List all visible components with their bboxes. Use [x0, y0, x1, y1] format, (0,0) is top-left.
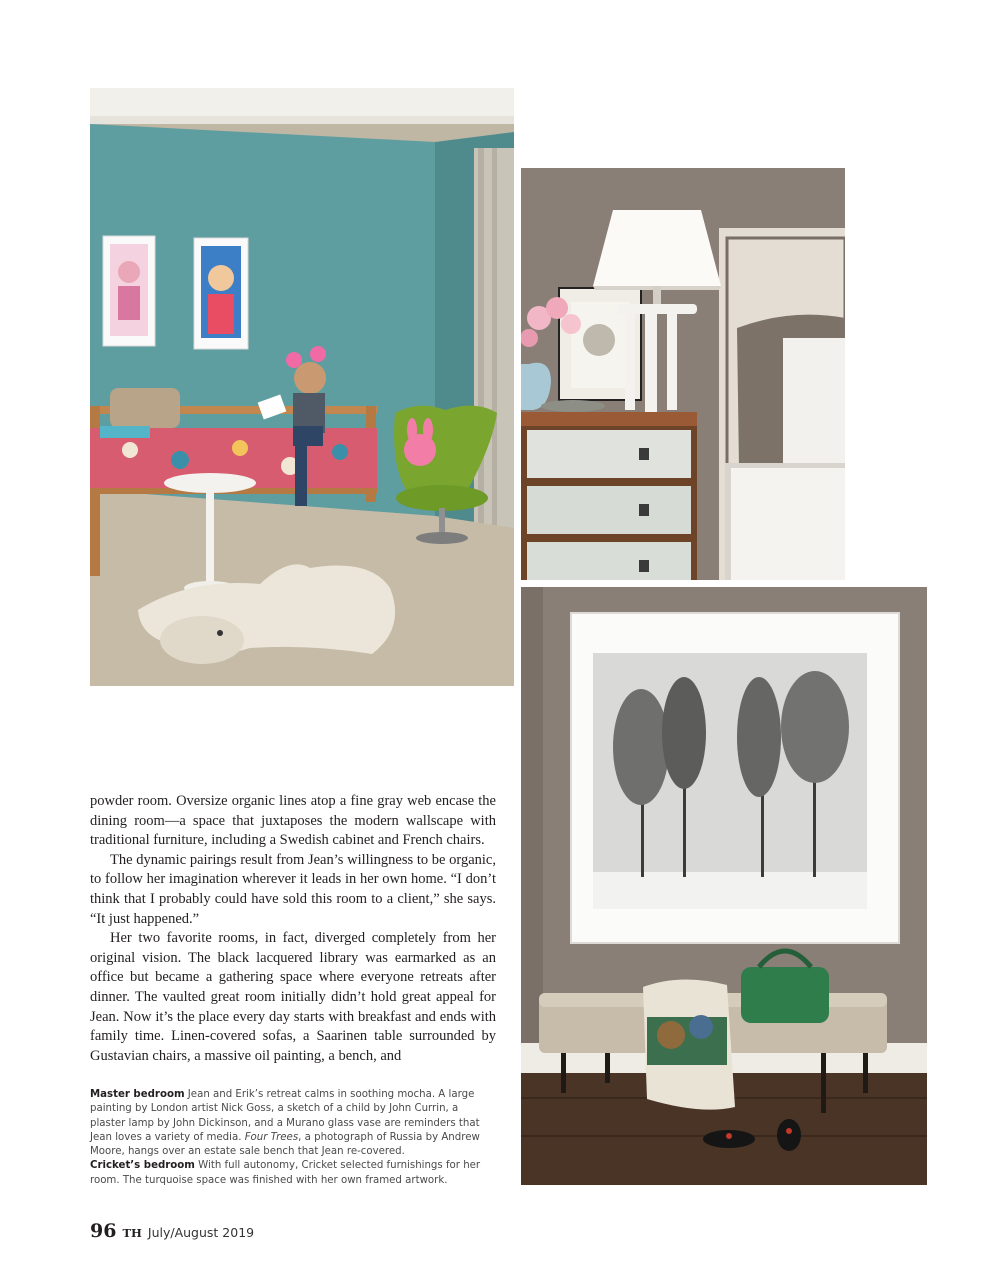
cricket-bedroom-photo [90, 88, 514, 686]
caption-label-master: Master bedroom [90, 1089, 185, 1100]
caption-text: Jean and Erik’s retreat calms in soothing mocha. A large painting by London artist Nick Goss, a sketch of a child by John Currin, a plaster lamp by John Dickinson, and a Murano glass vase are reminders that Jean loves a variety of media. [90, 1089, 480, 1143]
master-bedroom-nightstand-photo [521, 168, 845, 580]
photo-caption [90, 1088, 490, 1188]
caption-label-cricket: Cricket’s bedroom [90, 1160, 195, 1172]
body-paragraph: The dynamic pairings result from Jean’s willingness to be organic, to follow her imagination wherever it leads in her own home. “I don’t think that I probably could have sold this room to a client,” she says. “It just happened.” [90, 851, 496, 927]
caption-text: , a photograph of Russia by Andrew Moore, hangs over an estate sale bench that Jean re-covered. [90, 1131, 480, 1158]
master-bedroom-four-trees-photo [521, 587, 927, 1185]
page-number: 96 [90, 1220, 117, 1242]
body-paragraph: powder room. Oversize organic lines atop a fine gray web encase the dining room—a space that juxtaposes the modern wallscape with traditional furniture, including a Swedish cabinet and French chairs. [90, 793, 496, 849]
article-body [90, 792, 496, 1066]
caption-artwork-title: Four Trees [244, 1131, 299, 1143]
page-folio [90, 1220, 254, 1244]
body-paragraph: Her two favorite rooms, in fact, diverged completely from her original vision. The black lacquered library was earmarked as an office but became a gathering space where everyone retreats after dinner. The vaulted great room initially didn’t hold great appeal for Jean. Now it’s the place every day starts with breakfast and ends with family time. Linen-covered sofas, a Saarinen table surrounded by Gustavian chairs, a massive oil painting, a bench, and [90, 930, 496, 1064]
caption-cricket-bedroom [90, 1159, 490, 1188]
issue-date: July/August 2019 [147, 1225, 255, 1240]
magazine-name: TH [122, 1226, 142, 1240]
caption-master-bedroom [90, 1088, 490, 1159]
caption-text: With full autonomy, Cricket selected furnishings for her room. The turquoise space was finished with her own framed artwork. [90, 1160, 481, 1186]
